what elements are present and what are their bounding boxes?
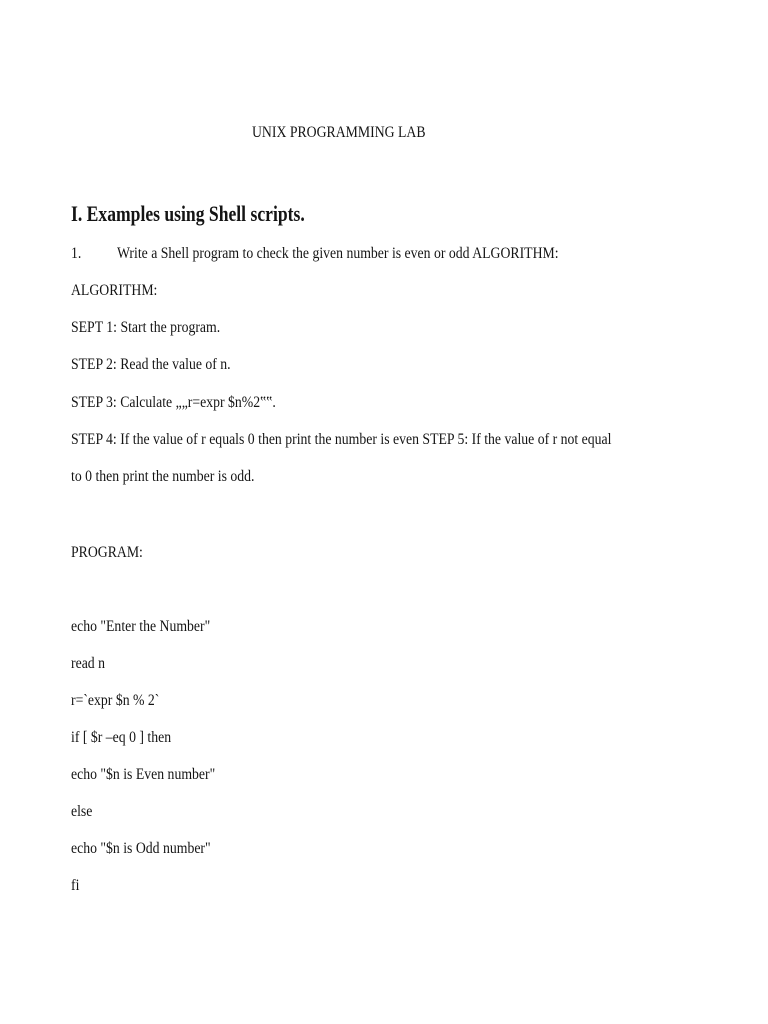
code-line: r=`expr $n % 2` (71, 692, 160, 709)
code-line: echo "Enter the Number" (71, 618, 211, 635)
code-line: fi (71, 877, 80, 894)
list-item-number: 1. (71, 245, 82, 262)
program-label: PROGRAM: (71, 544, 143, 561)
algorithm-step: to 0 then print the number is odd. (71, 468, 255, 485)
code-line: echo "$n is Odd number" (71, 840, 211, 857)
code-line: if [ $r –eq 0 ] then (71, 729, 172, 746)
code-line: echo "$n is Even number" (71, 766, 216, 783)
algorithm-step: STEP 4: If the value of r equals 0 then print the number is even STEP 5: If the value of r not equal (71, 431, 612, 448)
list-item-text: Write a Shell program to check the given number is even or odd ALGORITHM: (117, 245, 559, 262)
algorithm-step: STEP 3: Calculate „„r=expr $n%2‟‟. (71, 394, 276, 411)
code-line: else (71, 803, 93, 820)
document-title: UNIX PROGRAMMING LAB (252, 124, 426, 141)
algorithm-step: STEP 2: Read the value of n. (71, 356, 231, 373)
algorithm-step: SEPT 1: Start the program. (71, 319, 221, 336)
algorithm-label: ALGORITHM: (71, 282, 158, 299)
code-line: read n (71, 655, 105, 672)
section-heading: I. Examples using Shell scripts. (71, 201, 305, 226)
